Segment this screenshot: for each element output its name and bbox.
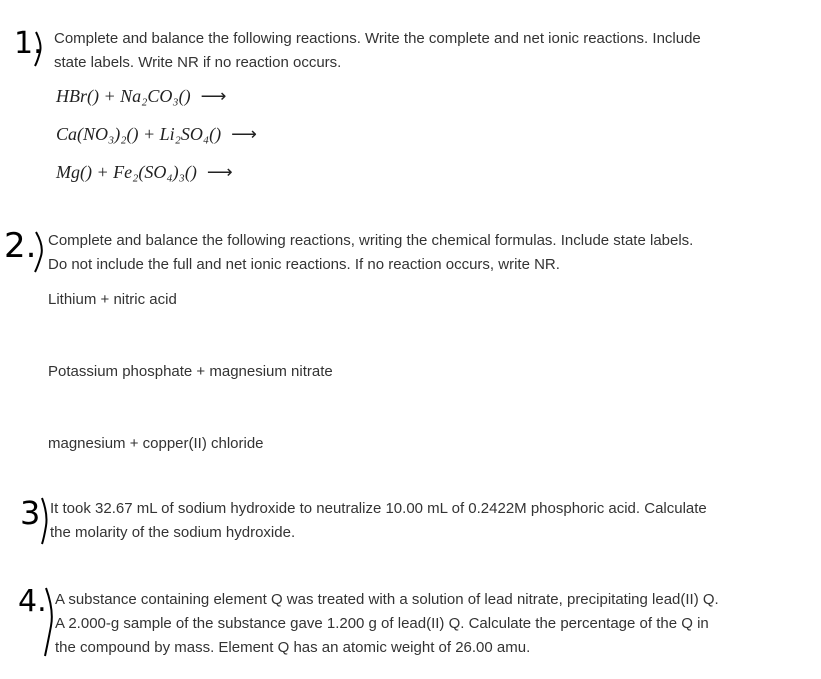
question-2-bracket <box>34 230 46 274</box>
question-1-instructions <box>54 27 701 75</box>
question-3-bracket <box>40 496 50 546</box>
question-1-line-1: Complete and balance the following reactions. Write the complete and net ionic reactions. Include <box>54 30 701 47</box>
question-2-line-1: Complete and balance the following reactions, writing the chemical formulas. Include state labels. <box>48 232 694 249</box>
question-3-text <box>50 497 707 545</box>
question-3-line-2: the molarity of the sodium hydroxide. <box>50 524 296 541</box>
reaction-1 <box>56 86 226 107</box>
reaction-item-2: Potassium phosphate + magnesium nitrate <box>48 363 333 380</box>
question-3-number: 3 <box>20 494 41 532</box>
question-1-bracket <box>34 30 44 70</box>
reaction-item-1: Lithium + nitric acid <box>48 291 177 308</box>
question-1-line-2: state labels. Write NR if no reaction occurs. <box>54 54 342 71</box>
reaction-1-equation: HBr() + Na₂CO₃() <box>56 86 191 106</box>
question-4-line-3: the compound by mass. Element Q has an atomic weight of 26.00 amu. <box>55 639 531 656</box>
reaction-item-3: magnesium + copper(II) chloride <box>48 435 264 452</box>
reaction-2 <box>56 124 257 145</box>
question-1-number: 1. <box>14 26 43 61</box>
question-4-text <box>55 588 719 660</box>
question-4-line-1: A substance containing element Q was treated with a solution of lead nitrate, precipitating lead(II) Q. <box>55 591 719 608</box>
question-3-line-1: It took 32.67 mL of sodium hydroxide to neutralize 10.00 mL of 0.2422M phosphoric acid. Calculate <box>50 500 707 517</box>
question-4-line-2: A 2.000-g sample of the substance gave 1.200 g of lead(II) Q. Calculate the percentage of the Q in <box>55 615 709 632</box>
reaction-1-arrow: ⟶ <box>200 86 227 106</box>
reaction-3-arrow: ⟶ <box>206 162 233 182</box>
reaction-2-equation: Ca(NO₃)₂() + Li₂SO₄() <box>56 124 222 144</box>
question-2-line-2: Do not include the full and net ionic reactions. If no reaction occurs, write NR. <box>48 256 560 273</box>
reaction-3 <box>56 162 233 183</box>
reaction-2-arrow: ⟶ <box>231 124 257 144</box>
reaction-3-equation: Mg() + Fe₂(SO₄)₃() <box>56 162 197 182</box>
question-2-instructions <box>48 229 693 277</box>
question-2-number: 2. <box>4 226 37 266</box>
question-4-number: 4. <box>18 584 47 619</box>
